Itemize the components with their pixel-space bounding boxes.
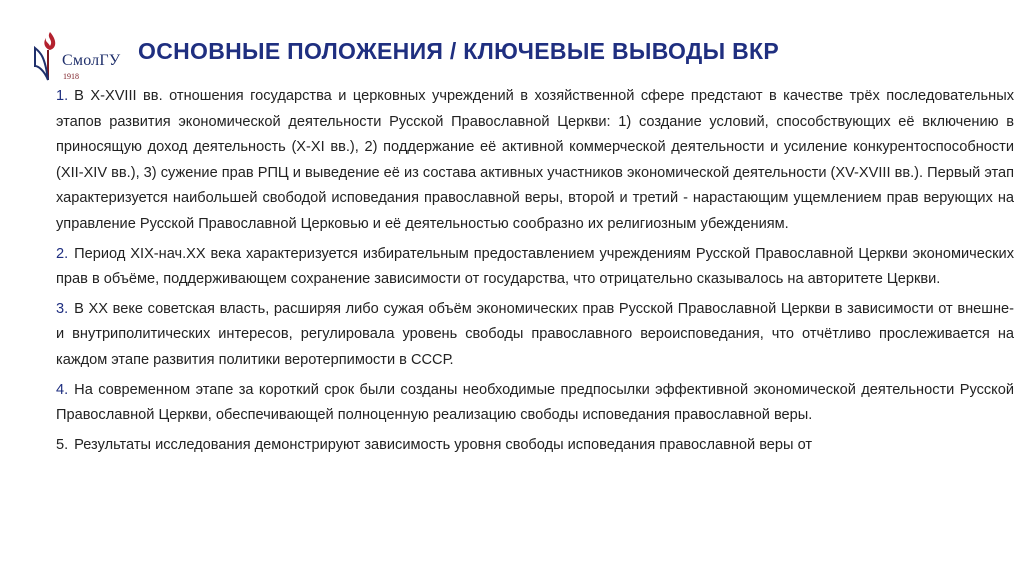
conclusions-list	[56, 84, 1014, 462]
item-number: 1.	[56, 88, 69, 104]
conclusion-item-3	[56, 297, 1014, 374]
item-text: На современном этапе за короткий срок были созданы необходимые предпосылки эффективной экономической деятельности Русской Православной Церкви, обеспечивающей полноценную реализацию свободы исповедания православной веры.	[56, 381, 1014, 424]
conclusion-item-1	[56, 84, 1014, 238]
flame-book-icon	[32, 30, 66, 86]
conclusion-item-4	[56, 378, 1014, 429]
conclusion-item-5	[56, 433, 1014, 459]
item-text: В XX веке советская власть, расширяя либо сужая объём экономических прав Русской Православной Церкви в зависимости от внешне- и внутриполитических интересов, регулировала уровень свободы православного вероисповедания, что отчётливо прослеживается на каждом этапе развития политики веротерпимости в СССР.	[56, 300, 1014, 368]
item-text: В X-XVIII вв. отношения государства и церковных учреждений в хозяйственной сфере предстают в качестве трёх последовательных этапов развития экономической деятельности Русской Православной Церкви: 1) создание условий, способствующих её включению в приносящую доход деятельность (X-XI вв.), 2) поддержание её активной коммерческой деятельности и усиление конкурентоспособности (XII-XIV вв.), 3) сужение прав РПЦ и выведение её из состава активных участников экономической деятельности (XV-XVIII вв.). Первый этап характеризуется наибольшей свободой исповедания православной веры, второй и третий - нарастающим ущемлением прав верующих на управление Русской Православной Церковью и её деятельностью сообразно их религиозным убеждениям.	[56, 88, 1014, 232]
slide-title: ОСНОВНЫЕ ПОЛОЖЕНИЯ / КЛЮЧЕВЫЕ ВЫВОДЫ ВКР	[138, 38, 779, 64]
conclusion-item-2	[56, 242, 1014, 293]
item-text: Результаты исследования демонстрируют зависимость уровня свободы исповедания православной веры от	[74, 436, 813, 453]
item-number: 4.	[56, 381, 69, 398]
item-number: 2.	[56, 245, 69, 262]
logo-year: 1918	[63, 72, 79, 81]
item-text: Период XIX-нач.XX века характеризуется избирательным предоставлением учреждениям Русской Православной Церкви экономических прав в объёме, поддерживающем сохранение зависимости от государства, что отрицательно сказывалось на авторитете Церкви.	[56, 245, 1014, 288]
item-number: 3.	[56, 300, 69, 317]
logo-name: СмолГУ	[62, 52, 121, 69]
item-number: 5.	[56, 436, 69, 453]
university-logo	[32, 30, 121, 92]
